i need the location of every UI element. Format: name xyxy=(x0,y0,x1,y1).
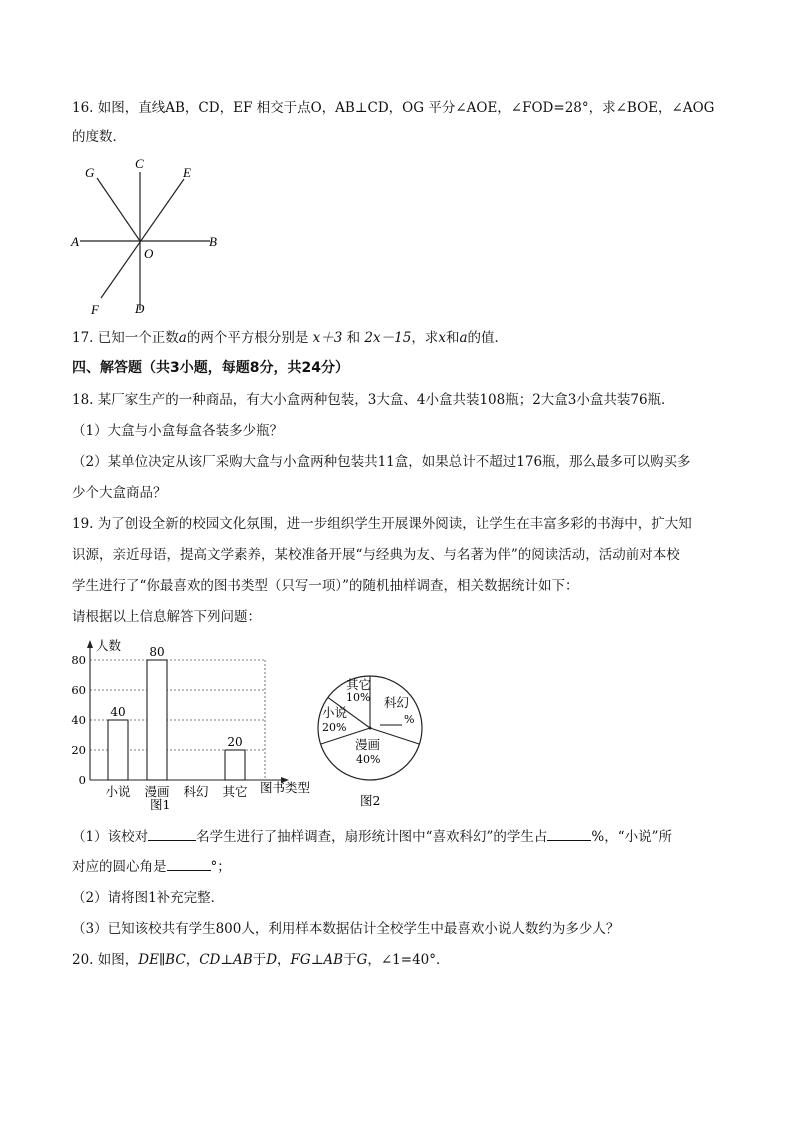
q20-text xyxy=(72,951,450,969)
bar-chart-ylabel: 人数 xyxy=(96,638,122,653)
q17-mid1: 的两个平方根分别是 xyxy=(186,330,309,346)
q17-var-a2: a xyxy=(459,330,468,346)
q20-point-g: G xyxy=(356,952,368,968)
q20-point-d: D xyxy=(266,952,278,968)
ray-og xyxy=(97,178,140,241)
bar-data-label: 80 xyxy=(149,645,165,659)
line-ef xyxy=(101,179,184,298)
q20-angle: ，∠1=40°． xyxy=(367,952,450,968)
pie-label-other-pct: 10% xyxy=(346,691,371,704)
q19-text-line2: 识源，亲近母语，提高文学素养，某校准备开展“与经典为友、与名著为伴”的阅读活动，活动前对本校 xyxy=(72,547,680,563)
label-f: F xyxy=(91,302,99,317)
label-o: O xyxy=(144,246,154,261)
q17-mid3: ，求 xyxy=(411,330,439,346)
q17-expr2: 2x－15 xyxy=(364,330,412,346)
blank-sample-size[interactable] xyxy=(148,828,196,841)
pie-label-comic-pct: 40% xyxy=(356,753,381,766)
q18-sub2-line2: 少个大盒商品？ xyxy=(72,485,167,501)
x-category-label: 漫画 xyxy=(144,784,170,799)
y-tick-label: 40 xyxy=(71,713,86,727)
q19-text-line1: 19. 为了创设全新的校园文化氛围，进一步组织学生开展课外阅读，让学生在丰富多彩的书海中，扩大知 xyxy=(72,516,692,532)
q17-var-x: x xyxy=(438,330,446,346)
pie-chart xyxy=(310,670,430,815)
bar-1 xyxy=(147,660,167,780)
pie-label-scifi-pct: % xyxy=(404,713,415,726)
label-a: A xyxy=(71,234,79,249)
bar-chart-title: 图1 xyxy=(150,797,171,812)
y-tick-label: 0 xyxy=(78,773,86,787)
pie-center xyxy=(369,727,372,730)
blank-central-angle[interactable] xyxy=(167,858,211,871)
q19-sub1a: （1）该校对 xyxy=(72,829,149,845)
q20-yu1: 于 xyxy=(252,952,267,968)
bar-data-label: 40 xyxy=(110,705,126,719)
q17-post: 的值． xyxy=(467,330,508,346)
bar-data-label: 20 xyxy=(227,735,243,749)
bar-chart-xlabel: 图书类型 xyxy=(260,780,311,795)
q16-text-line1: 16. 如图，直线AB，CD，EF 相交于点O，AB⊥CD，OG 平分∠AOE，∠FOD=28°，求∠BOE，∠AOG xyxy=(72,100,715,116)
q19-text-line4: 请根据以上信息解答下列问题： xyxy=(72,609,261,625)
q19-sub1e: °； xyxy=(210,859,231,875)
q20-pre: 20. 如图， xyxy=(72,952,139,968)
q17-expr1: x＋3 xyxy=(312,330,343,346)
y-tick-label: 20 xyxy=(71,743,86,757)
q17-text xyxy=(72,329,508,347)
pie-label-comic-name: 漫画 xyxy=(355,737,381,752)
q19-sub1d: 对应的圆心角是 xyxy=(72,859,167,875)
label-b: B xyxy=(209,234,217,249)
pie-label-other-name: 其它 xyxy=(346,677,372,692)
q20-fg-perp-ab: FG⊥AB xyxy=(290,952,344,968)
q19-sub1-line2 xyxy=(72,858,231,876)
q17-mid4: 和 xyxy=(445,330,460,346)
q20-yu2: 于 xyxy=(343,952,357,968)
q18-sub1: （1）大盒与小盒每盒各装多少瓶？ xyxy=(72,423,284,439)
label-d: D xyxy=(135,301,145,316)
q17-mid2: 和 xyxy=(346,330,361,346)
y-tick-label: 80 xyxy=(71,653,86,667)
q19-text-line3: 学生进行了“你最喜欢的图书类型（只写一项）”的随机抽样调查，相关数据统计如下： xyxy=(72,578,579,594)
q19-sub2: （2）请将图1补充完整． xyxy=(72,890,225,906)
x-category-label: 小说 xyxy=(105,784,131,799)
x-category-label: 其它 xyxy=(222,784,248,799)
q20-c2: ， xyxy=(277,952,291,968)
q16-text-line2: 的度数． xyxy=(72,129,126,145)
pie-label-novel-name: 小说 xyxy=(322,705,348,720)
q17-pre: 17. 已知一个正数 xyxy=(72,330,179,346)
bar-0 xyxy=(108,720,128,780)
q18-text-line1: 18. 某厂家生产的一种商品，有大小盒两种包装，3大盒、4小盒共装108瓶；2大盒3小盒共装76瓶． xyxy=(72,392,675,408)
x-category-label: 科幻 xyxy=(183,784,209,799)
y-tick-label: 60 xyxy=(71,683,86,697)
pie-label-scifi-name: 科幻 xyxy=(384,695,410,710)
label-c: C xyxy=(135,156,144,171)
q19-sub3: （3）已知该校共有学生800人，利用样本数据估计全校学生中最喜欢小说人数约为多少人？ xyxy=(72,921,620,937)
label-e: E xyxy=(183,165,191,180)
q20-de-parallel-bc: DE∥BC xyxy=(138,952,186,968)
bar-chart xyxy=(60,632,330,818)
q17-var-a: a xyxy=(178,330,187,346)
q16-figure xyxy=(60,150,230,320)
q19-sub1b: 名学生进行了抽样调查，扇形统计图中“喜欢科幻”的学生占 xyxy=(196,829,548,845)
q19-sub1-line1 xyxy=(72,828,672,846)
section-heading: 四、解答题（共3小题，每题8分，共24分） xyxy=(72,360,349,376)
q19-sub1c: %，“小说”所 xyxy=(591,829,673,845)
bar-3 xyxy=(225,750,245,780)
q18-sub2-line1: （2）某单位决定从该厂采购大盒与小盒两种包装共11盒，如果总计不超过176瓶，那么最多可以购买多 xyxy=(72,454,691,470)
q20-cd-perp-ab: CD⊥AB xyxy=(199,952,253,968)
y-axis-arrow xyxy=(87,640,93,648)
blank-scifi-percent[interactable] xyxy=(547,828,591,841)
pie-label-novel-pct: 20% xyxy=(322,721,347,734)
label-g: G xyxy=(85,165,95,180)
pie-chart-title: 图2 xyxy=(360,793,381,808)
q20-c1: ， xyxy=(185,952,200,968)
